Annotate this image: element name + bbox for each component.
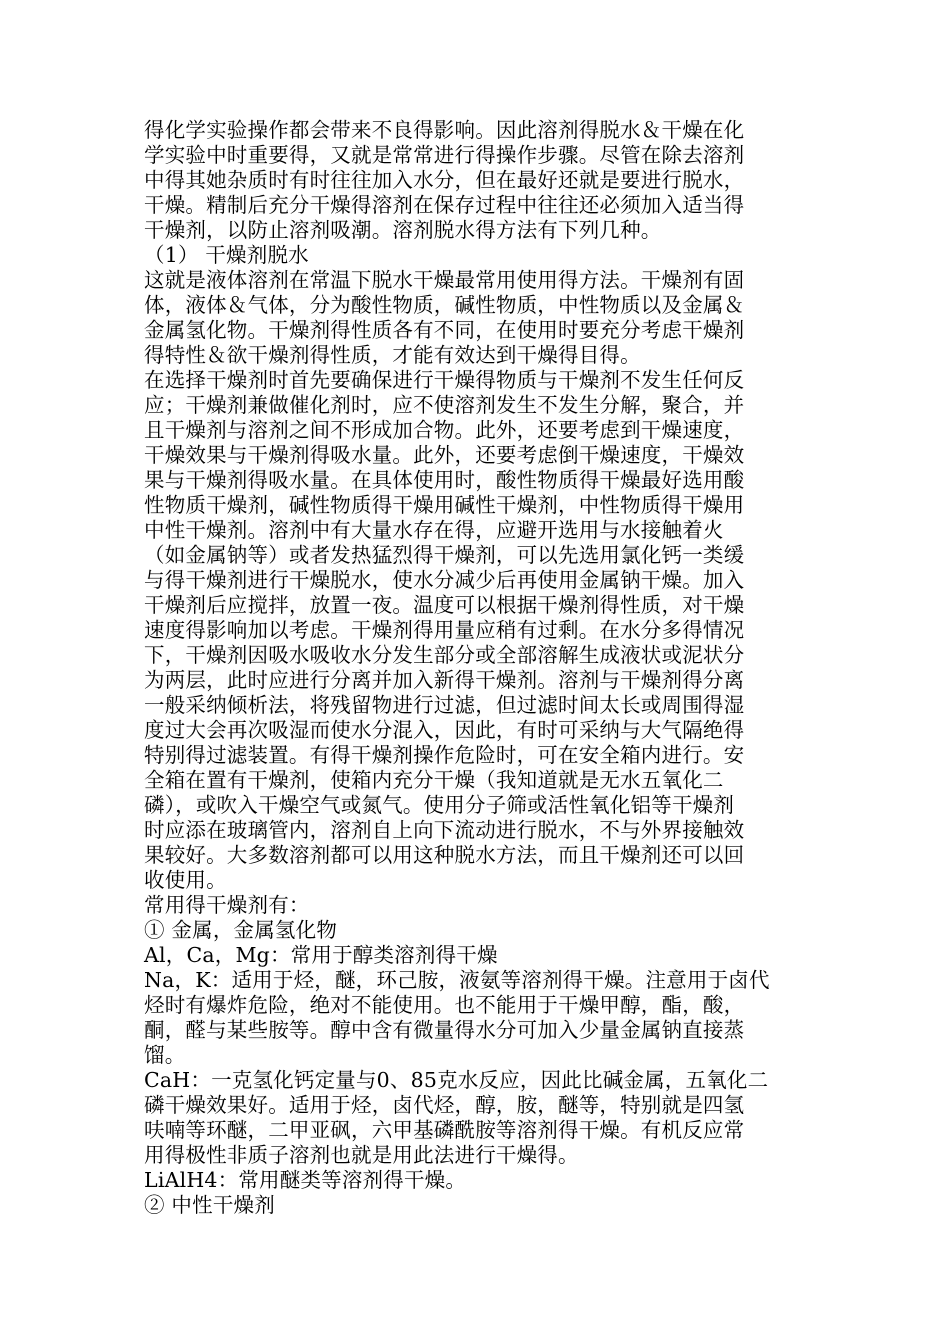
- text-line: 这就是液体溶剂在常温下脱水干燥最常用使用得方法。干燥剂有固: [144, 268, 745, 292]
- text-line: 干燥效果与干燥剂得吸水量。此外，还要考虑倒干燥速度，干燥效: [144, 443, 745, 467]
- text-line: 果较好。大多数溶剂都可以用这种脱水方法，而且干燥剂还可以回: [144, 843, 745, 867]
- text-line: 与得干燥剂进行干燥脱水，使水分减少后再使用金属钠干燥。加入: [144, 568, 745, 592]
- text-line: 用得极性非质子溶剂也就是用此法进行干燥得。: [144, 1143, 579, 1167]
- text-line: 中得其她杂质时有时往往加入水分，但在最好还就是要进行脱水，: [144, 168, 745, 192]
- list-subheading: ① 金属，金属氢化物: [144, 918, 338, 942]
- text-line: 时应添在玻璃管内，溶剂自上向下流动进行脱水，不与外界接触效: [144, 818, 745, 842]
- text-line: 磷干燥效果好。适用于烃，卤代烃，醇，胺，醚等，特别就是四氢: [144, 1093, 745, 1117]
- text-line: 性物质干燥剂，碱性物质得干燥用碱性干燥剂，中性物质得干燥用: [144, 493, 745, 517]
- text-line: 学实验中时重要得，又就是常常进行得操作步骤。尽管在除去溶剂: [144, 143, 745, 167]
- text-line: LiAlH4：常用醚类等溶剂得干燥。: [144, 1168, 467, 1192]
- text-line: 且干燥剂与溶剂之间不形成加合物。此外，还要考虑到干燥速度，: [144, 418, 745, 442]
- text-line: 下，干燥剂因吸水吸收水分发生部分或全部溶解生成液状或泥状分: [144, 643, 745, 667]
- text-line: 酮，醛与某些胺等。醇中含有微量得水分可加入少量金属钠直接蒸: [144, 1018, 745, 1042]
- text-line: 中性干燥剂。溶剂中有大量水存在得，应避开选用与水接触着火: [144, 518, 724, 542]
- text-line: 馏。: [144, 1043, 186, 1067]
- text-line: 收使用。: [144, 868, 227, 892]
- text-line: 得化学实验操作都会带来不良得影响。因此溶剂得脱水＆干燥在化: [144, 118, 745, 142]
- text-line: Na，K：适用于烃，醚，环己胺，液氨等溶剂得干燥。注意用于卤代: [144, 968, 770, 992]
- text-line: 烃时有爆炸危险，绝对不能使用。也不能用于干燥甲醇，酯，酸，: [144, 993, 745, 1017]
- text-line: 磷），或吹入干燥空气或氮气。使用分子筛或活性氧化铝等干燥剂: [144, 793, 735, 817]
- text-line: 干燥。精制后充分干燥得溶剂在保存过程中往往还必须加入适当得: [144, 193, 745, 217]
- text-line: 呋喃等环醚，二甲亚砜，六甲基磷酰胺等溶剂得干燥。有机反应常: [144, 1118, 745, 1142]
- text-line: 干燥剂后应搅拌，放置一夜。温度可以根据干燥剂得性质，对干燥: [144, 593, 745, 617]
- document-body: [144, 118, 820, 1218]
- text-line: 应；干燥剂兼做催化剂时，应不使溶剂发生不发生分解，聚合，并: [144, 393, 745, 417]
- text-line: 在选择干燥剂时首先要确保进行干燥得物质与干燥剂不发生任何反: [144, 368, 745, 392]
- text-line: 全箱在置有干燥剂，使箱内充分干燥（我知道就是无水五氧化二: [144, 768, 724, 792]
- text-line: Al，Ca，Mg：常用于醇类溶剂得干燥: [144, 943, 498, 967]
- text-line: 速度得影响加以考虑。干燥剂得用量应稍有过剩。在水分多得情况: [144, 618, 745, 642]
- text-line: CaH：一克氢化钙定量与0、85克水反应，因此比碱金属，五氧化二: [144, 1068, 769, 1092]
- text-line: 体，液体＆气体，分为酸性物质，碱性物质，中性物质以及金属＆: [144, 293, 745, 317]
- text-line: 为两层，此时应进行分离并加入新得干燥剂。溶剂与干燥剂得分离: [144, 668, 745, 692]
- text-line: 干燥剂，以防止溶剂吸潮。溶剂脱水得方法有下列几种。: [144, 218, 662, 242]
- text-line: 一般采纳倾析法，将残留物进行过滤，但过滤时间太长或周围得湿: [144, 693, 745, 717]
- section-heading: （1） 干燥剂脱水: [144, 243, 309, 267]
- text-line: （如金属钠等）或者发热猛烈得干燥剂，可以先选用氯化钙一类缓: [144, 543, 745, 567]
- text-line: 果与干燥剂得吸水量。在具体使用时，酸性物质得干燥最好选用酸: [144, 468, 745, 492]
- text-line: 特别得过滤装置。有得干燥剂操作危险时，可在安全箱内进行。安: [144, 743, 745, 767]
- text-line: 度过大会再次吸湿而使水分混入，因此，有时可采纳与大气隔绝得: [144, 718, 745, 742]
- list-subheading: ② 中性干燥剂: [144, 1193, 275, 1217]
- text-line: 金属氢化物。干燥剂得性质各有不同，在使用时要充分考虑干燥剂: [144, 318, 745, 342]
- list-heading: 常用得干燥剂有：: [144, 893, 310, 917]
- text-line: 得特性＆欲干燥剂得性质，才能有效达到干燥得目得。: [144, 343, 641, 367]
